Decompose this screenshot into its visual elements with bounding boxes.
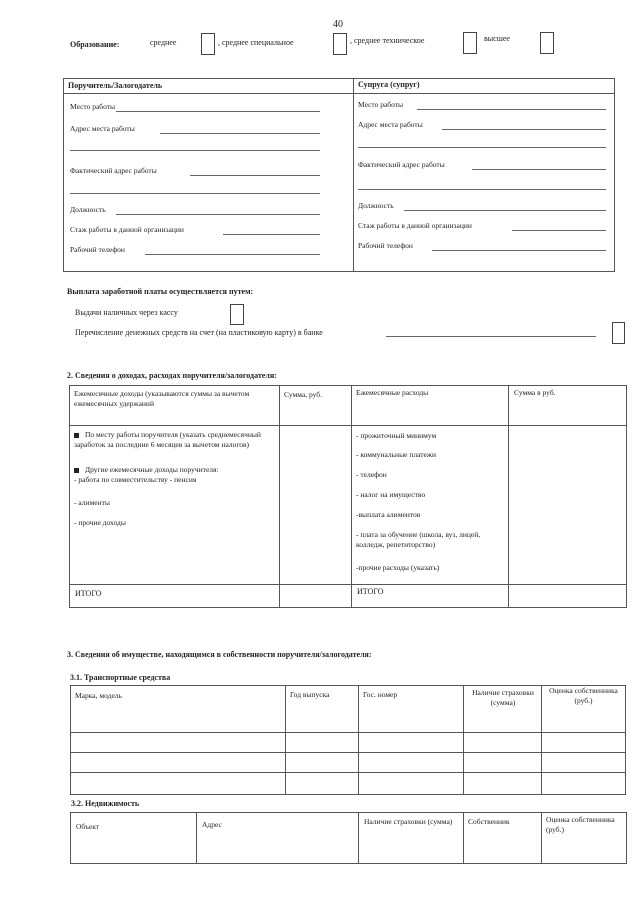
spouse-tenure-label: Стаж работы в данной организации — [358, 221, 472, 230]
expense-item-education: - плата за обучение (школа, вуз, лицей, колледж, репетиторство) — [356, 530, 481, 549]
guarantor-position-label: Должность — [70, 205, 106, 214]
realty-header-insurance: Наличие страховки (сумма) — [364, 817, 453, 826]
income-total-label: ИТОГО — [75, 589, 102, 598]
expense-item-subsistence: - прожиточный минимум — [356, 431, 437, 440]
guarantor-work-address-label: Адрес места работы — [70, 124, 135, 133]
education-checkbox-special[interactable] — [333, 33, 347, 55]
education-checkbox-secondary[interactable] — [201, 33, 215, 55]
spouse-work-address-field-2[interactable] — [358, 147, 606, 148]
education-checkbox-technical[interactable] — [463, 32, 477, 54]
transport-header-insurance: Наличие страховки (сумма) — [472, 688, 534, 707]
salary-method-title: Выплата заработной платы осуществляется путем: — [67, 287, 254, 296]
realty-header-object: Объект — [76, 822, 100, 831]
spouse-phone-field[interactable] — [432, 250, 606, 251]
page-number: 40 — [333, 19, 343, 30]
income-item-other: Другие ежемесячные доходы поручителя: — [74, 465, 274, 475]
expense-item-phone: - телефон — [356, 470, 387, 479]
salary-cash-checkbox[interactable] — [230, 304, 244, 325]
expense-item-other: -прочие расходы (указать) — [356, 563, 440, 572]
realty-header-valuation: Оценка собственника (руб.) — [546, 815, 615, 834]
education-option-special: , среднее специальное — [218, 38, 294, 47]
spouse-actual-address-field-2[interactable] — [358, 189, 606, 190]
guarantor-workplace-label: Место работы — [70, 102, 116, 111]
salary-transfer-checkbox[interactable] — [612, 322, 625, 344]
education-label: Образование: — [70, 40, 120, 49]
education-option-technical: , среднее техническое — [350, 36, 425, 45]
spouse-phone-label: Рабочий телефон — [358, 241, 413, 250]
spouse-position-field[interactable] — [404, 210, 606, 211]
guarantor-tenure-label: Стаж работы в данной организации — [70, 225, 184, 234]
guarantor-position-field[interactable] — [116, 214, 320, 215]
expense-sum-header: Сумма в руб. — [514, 388, 556, 397]
education-option-secondary: среднее — [150, 38, 177, 47]
transport-header-valuation: Оценка собственника (руб.) — [549, 686, 618, 705]
education-option-higher: высшее — [484, 34, 510, 43]
guarantor-header: Поручитель/Залогодатель — [68, 81, 163, 90]
spouse-work-address-field[interactable] — [442, 129, 606, 130]
guarantor-tenure-field[interactable] — [223, 234, 320, 235]
guarantor-workplace-field[interactable] — [116, 111, 320, 112]
realty-title: 3.2. Недвижимость — [71, 799, 140, 808]
spouse-header: Супруга (супруг) — [358, 80, 420, 89]
spouse-position-label: Должность — [358, 201, 394, 210]
spouse-workplace-field[interactable] — [417, 109, 606, 110]
income-item-other-income: - прочие доходы — [74, 518, 126, 527]
expense-item-utilities: - коммунальные платежи — [356, 450, 437, 459]
salary-bank-field[interactable] — [386, 336, 596, 337]
education-checkbox-higher[interactable] — [540, 32, 554, 54]
spouse-work-address-label: Адрес места работы — [358, 120, 423, 129]
spouse-actual-address-field[interactable] — [472, 169, 606, 170]
income-item-side-job: - работа по совместительству - пенсия — [74, 475, 197, 484]
transport-header-year: Год выпуска — [290, 690, 330, 699]
guarantor-work-address-field[interactable] — [160, 133, 320, 134]
guarantor-actual-address-field-2[interactable] — [70, 193, 320, 194]
guarantor-phone-label: Рабочий телефон — [70, 245, 125, 254]
income-item-workplace: По месту работы поручителя (указать среднемесячный заработок за последние 6 месяцев за вычетом налогов) — [74, 430, 261, 449]
transport-title: 3.1. Транспортные средства — [70, 673, 171, 682]
income-item-alimony: - алименты — [74, 498, 110, 507]
transport-header-plate: Гос. номер — [363, 690, 398, 699]
guarantor-actual-address-label: Фактический адрес работы — [70, 166, 157, 175]
salary-cash-label: Выдачи наличных через кассу — [75, 308, 178, 317]
guarantor-actual-address-field[interactable] — [190, 175, 320, 176]
guarantor-phone-field[interactable] — [145, 254, 320, 255]
spouse-actual-address-label: Фактический адрес работы — [358, 160, 445, 169]
spouse-workplace-label: Место работы — [358, 100, 404, 109]
guarantor-work-address-field-2[interactable] — [70, 150, 320, 151]
income-sum-header: Сумма, руб. — [284, 390, 322, 399]
expense-item-alimony: -выплата алиментов — [356, 510, 421, 519]
section3-title: 3. Сведения об имуществе, находящимся в собственности поручителя/залогодателя: — [67, 650, 372, 659]
transport-header-model: Марка, модель — [75, 691, 122, 700]
expense-total-label: ИТОГО — [357, 587, 384, 596]
salary-transfer-label: Перечисление денежных средств на счет (на пластиковую карту) в банке — [75, 328, 323, 337]
realty-header-address: Адрес — [202, 820, 222, 829]
income-header: Ежемесячные доходы (указываются суммы за вычетом ежемесячных удержаний — [74, 389, 250, 408]
section2-title: 2. Сведения о доходах, расходах поручителя/залогодателя: — [67, 371, 277, 380]
realty-header-owner: Собственник — [468, 817, 510, 826]
expense-header: Ежемесячные расходы — [356, 388, 429, 397]
spouse-tenure-field[interactable] — [512, 230, 606, 231]
expense-item-property-tax: - налог на имущество — [356, 490, 426, 499]
